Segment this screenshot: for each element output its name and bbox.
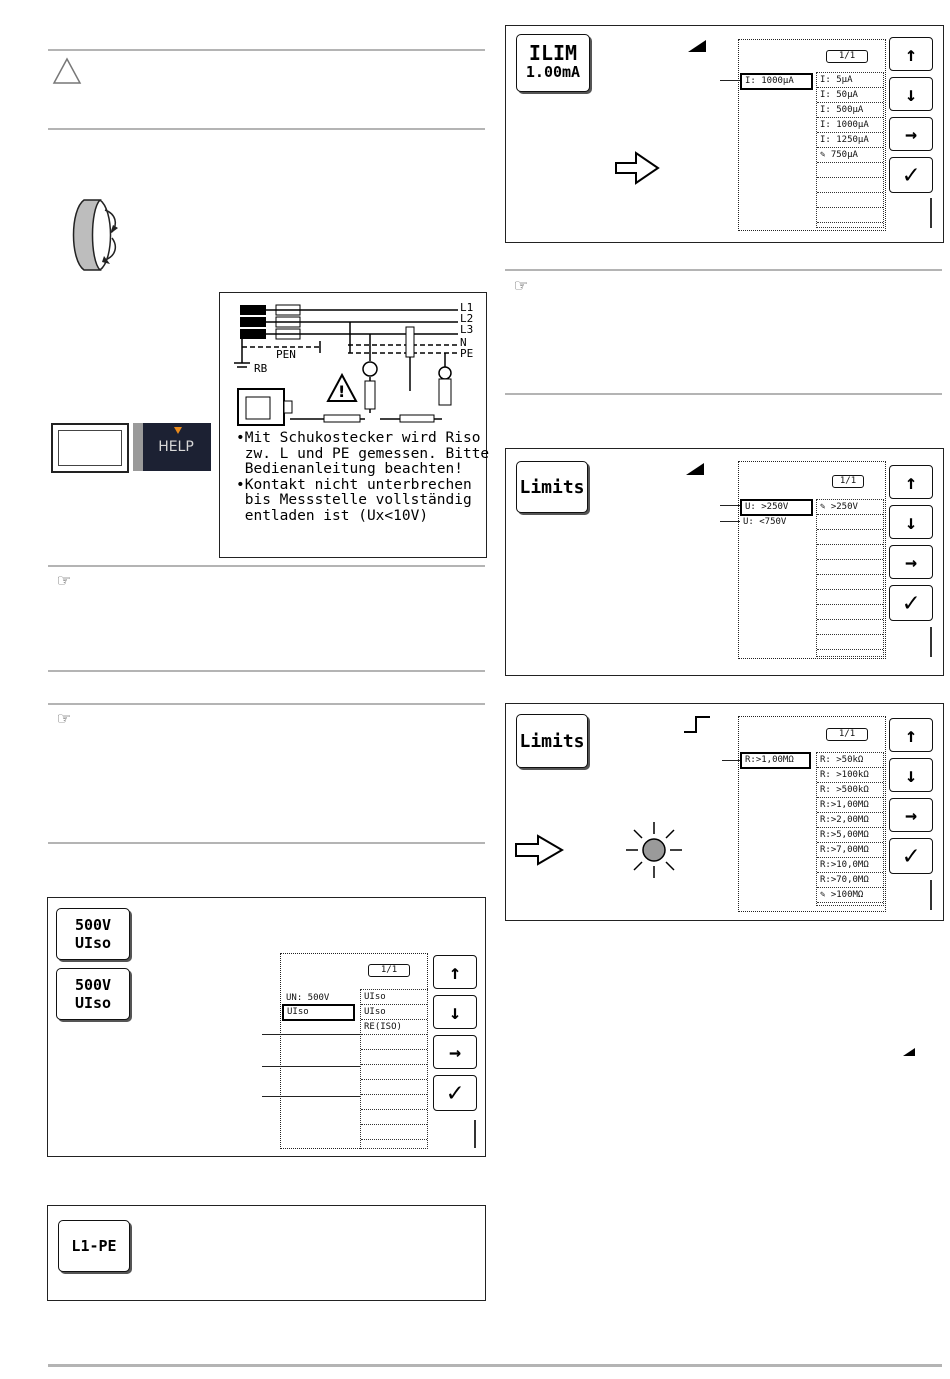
option-item[interactable]: UIso [361,1005,427,1020]
ramp-icon [686,38,708,54]
option-item[interactable]: R: >100kΩ [817,768,883,783]
option-item[interactable] [361,1125,427,1140]
right-button[interactable]: → [889,117,933,151]
help-key-label: HELP [158,439,194,455]
pointing-hand-icon: ☞ [515,273,528,297]
rule [48,128,485,130]
option-item[interactable] [361,1095,427,1110]
scrollbar[interactable] [930,198,932,228]
option-item[interactable] [817,500,883,515]
help-text-line: bis Messstelle vollständig [236,492,472,508]
ramp-icon [684,461,706,477]
selected-parameter[interactable]: R:>1,00MΩ [740,752,811,769]
callout-line [722,760,740,761]
rule [48,565,485,567]
option-item[interactable] [817,178,883,193]
option-item[interactable]: I: 1000μA [817,118,883,133]
key-line: UIso [74,994,112,1012]
help-line-label: PE [460,347,474,360]
option-column [816,72,884,228]
help-line-label: L2 [460,312,474,325]
right-button[interactable]: → [433,1035,477,1069]
option-item[interactable]: R:>10,0MΩ [817,858,883,873]
limits-key[interactable]: Limits [516,714,588,768]
option-item[interactable] [817,560,883,575]
option-item[interactable] [817,163,883,178]
confirm-button[interactable]: ✓ [889,157,933,193]
option-item[interactable] [361,1065,427,1080]
callout-line [720,80,740,81]
rule [48,670,485,672]
option-column [816,499,884,657]
option-item[interactable] [817,575,883,590]
scrollbar[interactable] [930,627,932,657]
help-text-line: entladen ist (Ux<10V) [236,507,429,524]
wiring-diagram [220,293,486,428]
confirm-button[interactable]: ✓ [889,585,933,621]
down-button[interactable]: ↓ [889,77,933,111]
rb-label: RB [254,362,268,375]
callout-line [262,1066,360,1067]
edit-icon: ✎ [820,502,831,512]
option-item[interactable] [361,1050,427,1065]
footer-rule [48,1364,942,1367]
pen-label: PEN [276,348,296,361]
pointing-hand-icon: ☞ [58,568,71,592]
callout-line [262,1096,360,1097]
uiso-ramp-key[interactable] [56,968,130,1020]
blank-key[interactable] [51,423,129,473]
selected-parameter[interactable]: U: >250V [740,499,813,516]
page-indicator: 1/1 [368,964,410,977]
rule [505,393,942,395]
key-line: 500V [74,976,112,994]
option-item[interactable] [817,530,883,545]
up-button[interactable]: ↑ [889,465,933,499]
help-text-block [236,430,490,524]
pointing-hand-icon: ☞ [58,706,71,730]
key-title: ILIM [528,41,578,65]
parameter-item[interactable]: U: <750V [743,517,787,527]
option-item[interactable]: R: >500kΩ [817,783,883,798]
right-button[interactable]: → [889,545,933,579]
key-line: UIso [74,934,112,952]
help-text-line: •Mit Schukostecker wird Riso [236,430,481,446]
selected-parameter[interactable]: UIso [282,1004,355,1021]
limits-resistance-screen [505,703,944,921]
rotary-knob-icon [60,190,130,280]
up-button[interactable]: ↑ [889,37,933,71]
scrollbar[interactable] [930,880,932,910]
edit-icon: ✎ [820,890,831,900]
limits-voltage-screen [505,448,944,676]
callout-line [720,505,740,506]
ramp-icon [902,1047,916,1057]
help-line-label: L1 [460,301,474,314]
option-value: >250V [830,502,858,512]
page-indicator: 1/1 [832,475,864,488]
led-icon [624,820,684,880]
edit-icon: ✎ [820,150,831,160]
right-button[interactable]: → [889,798,933,832]
option-item[interactable] [817,515,883,530]
rule [48,842,485,844]
up-button[interactable]: ↑ [433,955,477,989]
option-value: 750μA [830,150,858,160]
warning-icon [52,57,82,85]
option-item[interactable] [817,193,883,208]
callout-line [262,1034,360,1035]
option-item[interactable]: I: 500μA [817,103,883,118]
confirm-button[interactable]: ✓ [433,1075,477,1111]
down-button[interactable]: ↓ [889,758,933,792]
option-item[interactable]: R:>1,00MΩ [817,798,883,813]
option-item[interactable] [817,208,883,223]
step-icon [682,714,712,734]
rule [48,703,485,705]
l1-pe-screen [47,1205,486,1301]
page-indicator: 1/1 [826,50,868,63]
selected-parameter[interactable]: I: 1000μA [740,73,813,90]
scrollbar[interactable] [474,1120,476,1148]
help-key[interactable] [133,423,211,471]
key-value: 1.00mA [525,63,581,81]
option-item[interactable] [817,590,883,605]
ilim-key[interactable] [516,34,590,92]
l1-pe-key[interactable]: L1-PE [58,1220,130,1272]
limits-key[interactable]: Limits [516,461,588,513]
down-button[interactable]: ↓ [889,505,933,539]
option-item[interactable]: I: 1250μA [817,133,883,148]
help-line-label: N [460,336,467,349]
option-item[interactable]: R:>7,00MΩ [817,843,883,858]
page-indicator: 1/1 [826,728,868,741]
help-text-line: •Kontakt nicht unterbrechen [236,476,472,493]
callout-line [720,521,740,522]
ilim-settings-screen [505,25,944,243]
option-item[interactable] [817,620,883,635]
option-item[interactable] [361,1080,427,1095]
option-value: >100MΩ [830,890,864,900]
help-screen [219,292,490,558]
nominal-voltage: UN: 500V [286,993,330,1003]
option-item[interactable] [817,635,883,650]
help-text-line: Bedienanleitung beachten! [236,461,463,477]
arrow-right-outline-icon [514,834,564,866]
option-item[interactable]: R:>2,00MΩ [817,813,883,828]
option-item[interactable] [817,545,883,560]
option-item[interactable]: RE(ISO) [361,1020,427,1035]
arrow-right-outline-icon [614,151,660,185]
option-item[interactable] [361,1110,427,1125]
option-item[interactable]: R: >50kΩ [817,753,883,768]
option-item[interactable]: I: 50μA [817,88,883,103]
help-text-line: zw. L und PE gemessen. Bitte [236,445,490,462]
option-column [816,752,884,906]
option-item[interactable]: UIso [361,990,427,1005]
option-item[interactable] [817,888,883,903]
iso-settings-screen [47,897,486,1157]
option-item[interactable] [817,605,883,620]
up-button[interactable]: ↑ [889,718,933,752]
option-item[interactable] [361,1035,427,1050]
option-item[interactable] [817,148,883,163]
option-column [360,989,428,1149]
rule [48,49,485,51]
caret-down-icon [174,427,182,434]
uiso-step-key[interactable] [56,908,130,960]
confirm-button[interactable]: ✓ [889,838,933,874]
option-item[interactable]: I: 5μA [817,73,883,88]
option-item[interactable]: R:>70,0MΩ [817,873,883,888]
key-line: 500V [74,916,112,934]
help-line-label: L3 [460,323,474,336]
option-item[interactable]: R:>5,00MΩ [817,828,883,843]
svg-text:!: ! [338,382,346,401]
rule [505,269,942,271]
down-button[interactable]: ↓ [433,995,477,1029]
